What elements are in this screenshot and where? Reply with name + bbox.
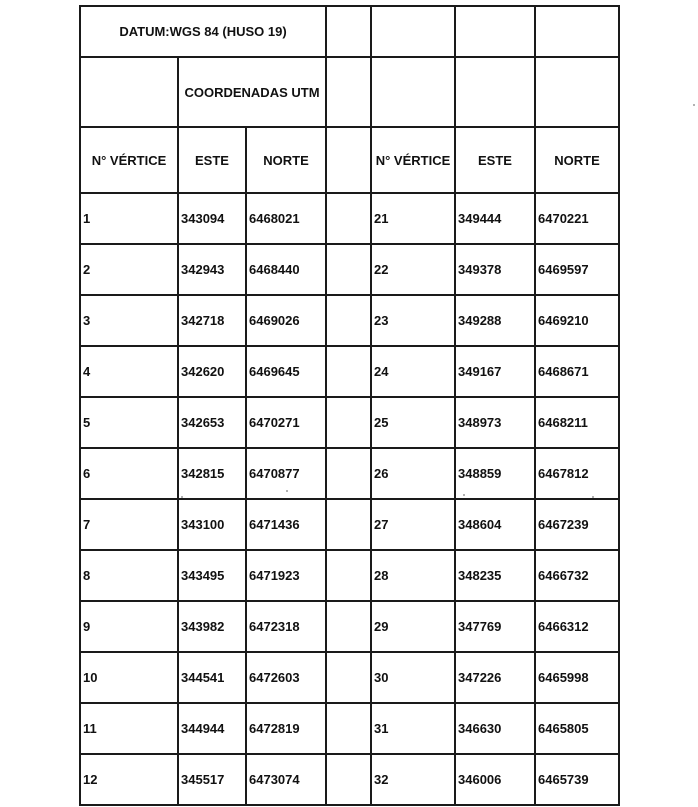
norte-cell: 6472318	[246, 601, 326, 652]
table-row	[80, 499, 619, 550]
este-cell: 347226	[455, 652, 535, 703]
este-cell: 343495	[178, 550, 246, 601]
vertex-number-cell: 11	[80, 703, 178, 754]
este-cell: 343094	[178, 193, 246, 244]
header-row	[80, 127, 619, 193]
norte-cell: 6467812	[535, 448, 619, 499]
vertex-number-cell: 24	[371, 346, 455, 397]
vertex-number-cell: 28	[371, 550, 455, 601]
este-cell: 343982	[178, 601, 246, 652]
header-vertex-left: N° VÉRTICE	[80, 127, 178, 193]
header-norte-left: NORTE	[246, 127, 326, 193]
vertex-number-cell: 25	[371, 397, 455, 448]
norte-cell: 6469210	[535, 295, 619, 346]
separator-cell	[326, 127, 371, 193]
empty-cell	[455, 6, 535, 57]
header-este-left: ESTE	[178, 127, 246, 193]
table-row	[80, 601, 619, 652]
vertex-number-cell: 5	[80, 397, 178, 448]
separator-cell	[326, 295, 371, 346]
este-cell: 347769	[455, 601, 535, 652]
empty-cell	[371, 57, 455, 127]
este-cell: 349288	[455, 295, 535, 346]
este-cell: 346006	[455, 754, 535, 805]
header-este-right: ESTE	[455, 127, 535, 193]
separator-cell	[326, 703, 371, 754]
este-cell: 349378	[455, 244, 535, 295]
empty-cell	[326, 57, 371, 127]
vertex-number-cell: 23	[371, 295, 455, 346]
vertex-number-cell: 29	[371, 601, 455, 652]
este-cell: 349167	[455, 346, 535, 397]
este-cell: 348973	[455, 397, 535, 448]
empty-cell	[535, 6, 619, 57]
este-cell: 345517	[178, 754, 246, 805]
scan-speck	[463, 494, 465, 496]
separator-cell	[326, 448, 371, 499]
este-cell: 344541	[178, 652, 246, 703]
separator-cell	[326, 754, 371, 805]
vertex-number-cell: 2	[80, 244, 178, 295]
norte-cell: 6465805	[535, 703, 619, 754]
vertex-number-cell: 32	[371, 754, 455, 805]
este-cell: 349444	[455, 193, 535, 244]
header-vertex-right: N° VÉRTICE	[371, 127, 455, 193]
vertex-number-cell: 4	[80, 346, 178, 397]
norte-cell: 6473074	[246, 754, 326, 805]
este-cell: 342653	[178, 397, 246, 448]
vertex-number-cell: 22	[371, 244, 455, 295]
vertex-number-cell: 10	[80, 652, 178, 703]
este-cell: 342815	[178, 448, 246, 499]
norte-cell: 6470877	[246, 448, 326, 499]
table-row	[80, 295, 619, 346]
vertex-number-cell: 27	[371, 499, 455, 550]
table-row	[80, 346, 619, 397]
vertex-number-cell: 26	[371, 448, 455, 499]
vertex-number-cell: 8	[80, 550, 178, 601]
separator-cell	[326, 550, 371, 601]
table-row	[80, 703, 619, 754]
norte-cell: 6468671	[535, 346, 619, 397]
norte-cell: 6469645	[246, 346, 326, 397]
este-cell: 342718	[178, 295, 246, 346]
norte-cell: 6468021	[246, 193, 326, 244]
este-cell: 348235	[455, 550, 535, 601]
scan-speck	[693, 104, 695, 106]
vertex-number-cell: 12	[80, 754, 178, 805]
vertex-number-cell: 6	[80, 448, 178, 499]
empty-cell	[80, 57, 178, 127]
norte-cell: 6466732	[535, 550, 619, 601]
vertex-number-cell: 3	[80, 295, 178, 346]
empty-cell	[535, 57, 619, 127]
coordinates-label-row	[80, 57, 619, 127]
vertex-number-cell: 21	[371, 193, 455, 244]
vertex-number-cell: 7	[80, 499, 178, 550]
separator-cell	[326, 652, 371, 703]
datum-label: DATUM:WGS 84 (HUSO 19)	[80, 6, 326, 57]
este-cell: 346630	[455, 703, 535, 754]
vertex-number-cell: 31	[371, 703, 455, 754]
norte-cell: 6468440	[246, 244, 326, 295]
norte-cell: 6472819	[246, 703, 326, 754]
este-cell: 348859	[455, 448, 535, 499]
norte-cell: 6468211	[535, 397, 619, 448]
table-row	[80, 754, 619, 805]
este-cell: 342943	[178, 244, 246, 295]
separator-cell	[326, 601, 371, 652]
norte-cell: 6465739	[535, 754, 619, 805]
scan-speck	[286, 490, 288, 492]
empty-cell	[371, 6, 455, 57]
table-row	[80, 550, 619, 601]
separator-cell	[326, 346, 371, 397]
table-row	[80, 652, 619, 703]
scan-speck	[592, 496, 594, 498]
norte-cell: 6467239	[535, 499, 619, 550]
norte-cell: 6470271	[246, 397, 326, 448]
norte-cell: 6469597	[535, 244, 619, 295]
datum-row	[80, 6, 619, 57]
table-row	[80, 448, 619, 499]
separator-cell	[326, 397, 371, 448]
norte-cell: 6470221	[535, 193, 619, 244]
separator-cell	[326, 244, 371, 295]
table-row	[80, 244, 619, 295]
vertex-number-cell: 9	[80, 601, 178, 652]
separator-cell	[326, 193, 371, 244]
norte-cell: 6465998	[535, 652, 619, 703]
header-norte-right: NORTE	[535, 127, 619, 193]
este-cell: 348604	[455, 499, 535, 550]
este-cell: 343100	[178, 499, 246, 550]
table-row	[80, 193, 619, 244]
vertex-number-cell: 30	[371, 652, 455, 703]
empty-cell	[326, 6, 371, 57]
separator-cell	[326, 499, 371, 550]
coordinates-table	[79, 5, 620, 806]
este-cell: 342620	[178, 346, 246, 397]
norte-cell: 6466312	[535, 601, 619, 652]
empty-cell	[455, 57, 535, 127]
norte-cell: 6471923	[246, 550, 326, 601]
este-cell: 344944	[178, 703, 246, 754]
norte-cell: 6471436	[246, 499, 326, 550]
norte-cell: 6472603	[246, 652, 326, 703]
coordinates-label: COORDENADAS UTM	[178, 57, 326, 127]
norte-cell: 6469026	[246, 295, 326, 346]
scan-speck	[181, 496, 183, 498]
table-row	[80, 397, 619, 448]
vertex-number-cell: 1	[80, 193, 178, 244]
